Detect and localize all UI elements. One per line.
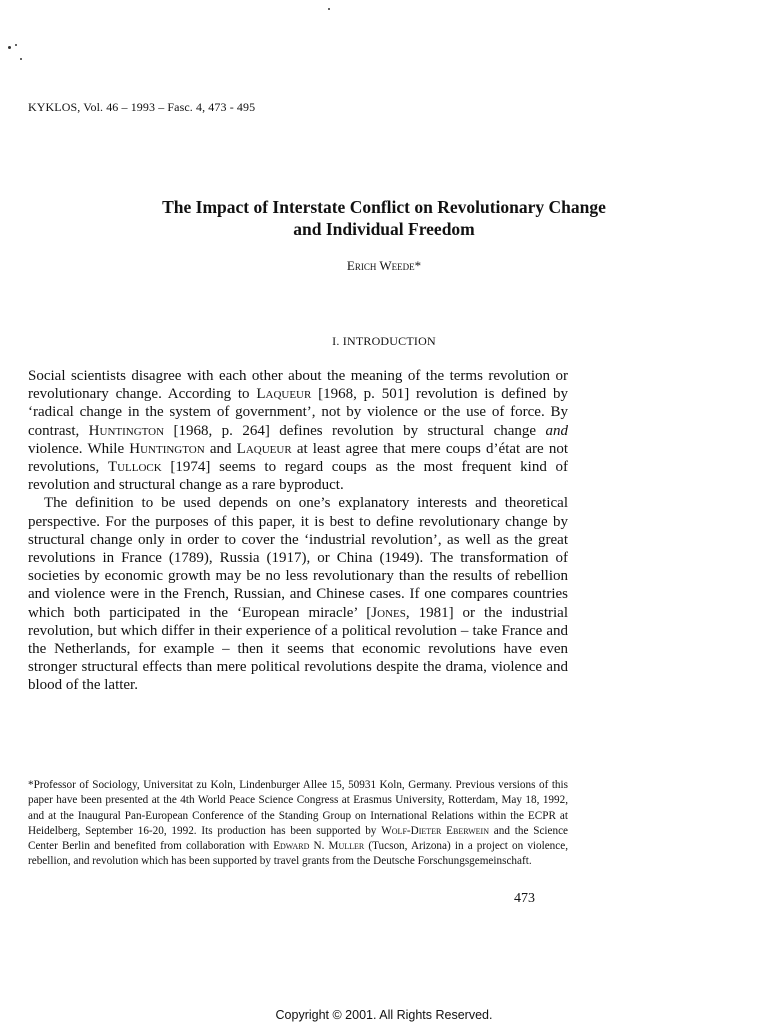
journal-citation: KYKLOS, Vol. 46 – 1993 – Fasc. 4, 473 - 495 — [28, 100, 256, 114]
text-run: [1968, p. 501] revolution is defined by ‘radical change in the system of government’, not by violence or the use of force. By contrast, — [28, 386, 568, 439]
paragraph-2 — [28, 494, 568, 694]
emphasis: and — [545, 422, 568, 439]
page-number: 473 — [514, 891, 535, 906]
text-run: *Professor of Sociology, Universitat zu Koln, Lindenburger Allee 15, 50931 Koln, Germany. Previous versions of this paper have been presented at the 4th World Peace Science Congress at Erasmus University, Rotterdam, May 18, 1992, and at the Inaugural Pan-European Conference of the Standing Group on International Relations within the ECPR at Heidelberg, September 16-20, 1992. Its production has been supported by — [28, 779, 568, 837]
text-run: (Tucson, Arizona) in a project on violence, rebellion, and revolution which has been supported by travel grants from the Deutsche Forschungsgemeinschaft. — [28, 840, 569, 868]
title-line-1: The Impact of Interstate Conflict on Revolutionary Change — [162, 197, 606, 217]
text-run: Social scientists disagree with each other about the meaning of the terms revolution or revolutionary change. According to — [28, 368, 568, 403]
text-run: [1968, p. 264] defines revolution by structural change — [164, 422, 546, 439]
text-run: , 1981] or the industrial revolution, but which differ in their experience of a political revolution – take France and the Netherlands, for example – then it seems that economic revolutions have even stronger structural effects than mere political revolutions despite the drama, violence and blood of the latter. — [28, 604, 568, 694]
cited-person: Edward N. Muller — [273, 840, 365, 853]
paragraph-1 — [28, 367, 568, 494]
cited-author: Laqueur — [236, 440, 292, 457]
footnote — [28, 778, 568, 870]
text-run: [1974] seems to regard coups as the most frequent kind of revolution and structural change as a rare byproduct. — [28, 459, 568, 494]
title-line-2: and Individual Freedom — [293, 219, 475, 239]
cited-author: Huntington — [129, 440, 205, 457]
text-run: and — [204, 440, 237, 457]
cited-author: Tullock — [107, 459, 162, 476]
cited-author: Laqueur — [256, 386, 312, 403]
text-run: at least agree that mere coups d’état are not revolutions, — [28, 440, 568, 476]
scan-speck — [328, 8, 330, 10]
text-run: violence. While — [28, 440, 130, 457]
scan-speck — [20, 58, 22, 60]
text-run: and the Science Center Berlin and benefited from collaboration with — [28, 824, 569, 853]
text-run: The definition to be used depends on one’s explanatory interests and theoretical perspective. For the purposes of this paper, it is best to define revolutionary change by structural change only in order to cover the ‘industrial revolution’, as well as the great revolutions in France (1789), Russia (1917), or China (1949). The transformation of societies by economic growth may be no less revolutionary than the results of rebellion and violence were in the French, Russian, and Chinese cases. If one compares countries which both participated in the ‘European miracle’ [ — [28, 495, 568, 621]
scan-speck — [15, 44, 17, 46]
body-text — [28, 367, 568, 695]
copyright-notice: Copyright © 2001. All Rights Reserved. — [275, 1008, 493, 1022]
section-heading: I. INTRODUCTION — [332, 334, 436, 348]
scan-speck — [8, 46, 11, 49]
author-name: Erich Weede* — [346, 258, 422, 273]
cited-author: Jones — [371, 604, 406, 621]
article-title — [0, 196, 768, 240]
cited-author: Huntington — [88, 422, 165, 439]
cited-person: Wolf-Dieter Eberwein — [381, 824, 489, 837]
